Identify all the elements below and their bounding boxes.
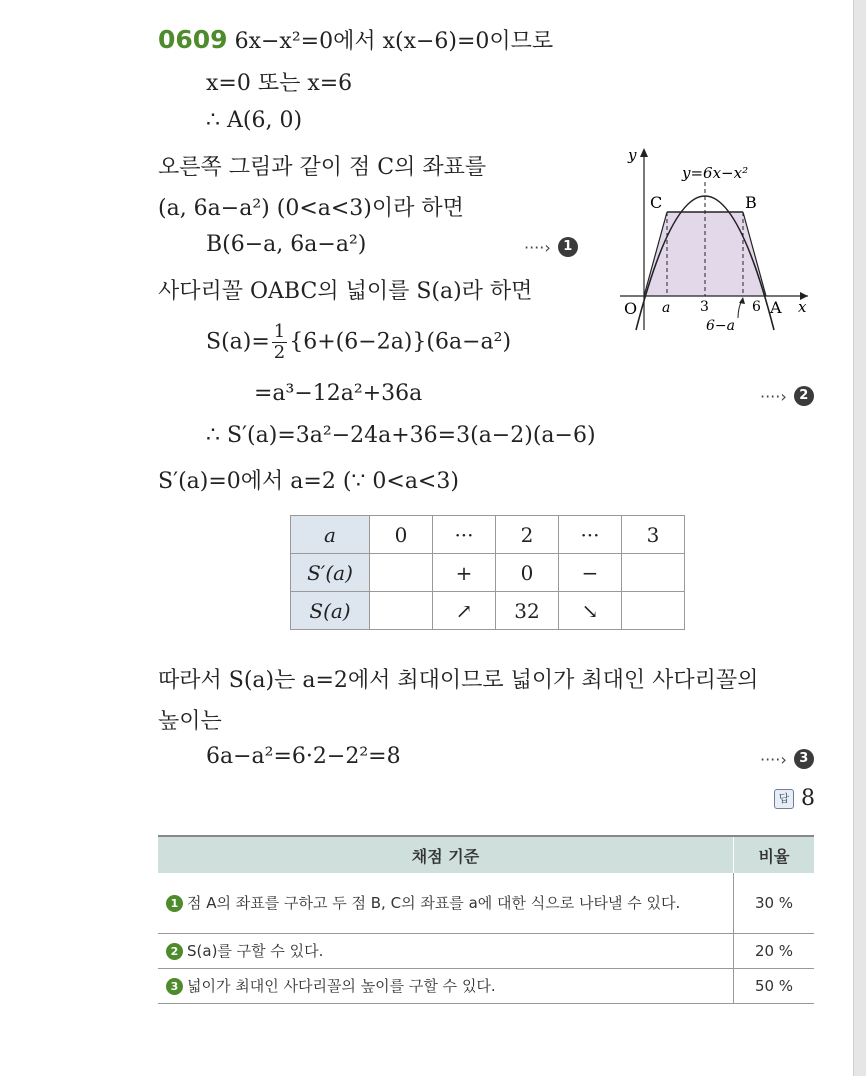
- ratio-cell: 30 %: [734, 873, 815, 934]
- answer-value: 8: [801, 786, 815, 811]
- table-cell: 3: [622, 516, 685, 554]
- point-a-label: A: [770, 298, 782, 317]
- y-axis-label: y: [628, 146, 637, 164]
- step-arrow: ····›: [524, 238, 551, 257]
- table-cell: 0: [496, 554, 559, 592]
- criteria-text: 점 A의 좌표를 구하고 두 점 B, C의 좌표를 a에 대한 식으로 나타낼 수 있다.: [187, 894, 681, 912]
- solution-line-7: 사다리꼴 OABC의 넓이를 S(a)라 하면: [158, 279, 533, 304]
- criteria-number: 3: [166, 978, 183, 995]
- curve-label: y=6x−x²: [682, 164, 749, 182]
- step-number-2: 2: [794, 386, 814, 406]
- solution-line-10: ∴ S′(a)=3a²−24a+36=3(a−2)(a−6): [206, 423, 596, 448]
- final-answer: [774, 786, 815, 811]
- table-row: [291, 592, 685, 630]
- problem-number: 0609: [158, 25, 228, 54]
- solution-line-9: =a³−12a²+36a: [254, 381, 423, 406]
- criteria-number: 2: [166, 943, 183, 960]
- criteria-text: 넓이가 최대인 사다리꼴의 높이를 구할 수 있다.: [187, 977, 496, 995]
- fraction-denominator: 2: [273, 342, 286, 363]
- origin-label: O: [624, 299, 638, 318]
- table-cell: [622, 592, 685, 630]
- solution-line-6: B(6−a, 6a−a²): [206, 232, 367, 257]
- y-axis-arrow-icon: [640, 148, 648, 157]
- step-mark-2: [760, 383, 814, 408]
- criteria-number: 1: [166, 895, 183, 912]
- line-8-lhs: S(a)=: [206, 329, 270, 355]
- x-axis-label: x: [798, 298, 807, 316]
- solution-line-1: [158, 24, 553, 55]
- criteria-cell: [158, 969, 734, 1004]
- table-header-cell: S′(a): [291, 554, 370, 592]
- solution-line-13: 높이는: [158, 709, 222, 734]
- fraction-half: [272, 322, 287, 363]
- step-arrow: ····›: [760, 387, 787, 406]
- pointer-arrowhead-icon: [739, 297, 745, 304]
- table-cell: ↗: [433, 592, 496, 630]
- solution-line-8: [206, 322, 511, 363]
- point-b-label: B: [745, 193, 757, 212]
- table-cell: 0: [370, 516, 433, 554]
- table-header-cell: a: [291, 516, 370, 554]
- line-1-text: 6x−x²=0에서 x(x−6)=0이므로: [234, 29, 554, 54]
- table-cell: [370, 592, 433, 630]
- step-mark-1: [524, 234, 578, 259]
- table-cell: ···: [433, 516, 496, 554]
- criteria-cell: [158, 934, 734, 969]
- criteria-header: 채점 기준: [158, 836, 734, 873]
- solution-line-5: (a, 6a−a²) (0<a<3)이라 하면: [158, 196, 464, 221]
- solution-line-12: 따라서 S(a)는 a=2에서 최대이므로 넓이가 최대인 사다리꼴의: [158, 668, 759, 693]
- fraction-numerator: 1: [273, 321, 286, 342]
- table-row: [291, 554, 685, 592]
- ratio-cell: 20 %: [734, 934, 815, 969]
- solution-line-2: x=0 또는 x=6: [206, 71, 353, 96]
- step-mark-3: [760, 746, 814, 771]
- ratio-header: 비율: [734, 836, 815, 873]
- ratio-cell: 50 %: [734, 969, 815, 1004]
- step-arrow: ····›: [760, 750, 787, 769]
- solution-line-4: 오른쪽 그림과 같이 점 C의 좌표를: [158, 155, 487, 180]
- parabola-graph: [600, 140, 820, 340]
- table-row: [291, 516, 685, 554]
- solution-line-14: 6a−a²=6·2−2²=8: [206, 744, 401, 769]
- scoring-criteria-table: [158, 835, 814, 1004]
- answer-icon: 답: [774, 789, 794, 809]
- line-8-rhs: {6+(6−2a)}(6a−a²): [289, 329, 512, 355]
- step-number-1: 1: [558, 237, 578, 257]
- table-cell: 32: [496, 592, 559, 630]
- table-cell: 2: [496, 516, 559, 554]
- table-row: [158, 836, 814, 873]
- tick-a-label: a: [662, 300, 671, 316]
- table-cell: [370, 554, 433, 592]
- criteria-cell: [158, 873, 734, 934]
- tick-6-minus-a-label: 6−a: [706, 318, 735, 334]
- step-number-3: 3: [794, 749, 814, 769]
- point-c-label: C: [650, 193, 663, 212]
- solution-line-11: S′(a)=0에서 a=2 (∵ 0<a<3): [158, 469, 459, 494]
- table-row: [158, 969, 814, 1004]
- table-row: [158, 934, 814, 969]
- criteria-text: S(a)를 구할 수 있다.: [187, 942, 324, 960]
- increase-decrease-table: [290, 515, 685, 630]
- page-edge: [853, 0, 866, 1076]
- table-cell: ↘: [559, 592, 622, 630]
- solution-line-3: ∴ A(6, 0): [206, 108, 303, 133]
- table-row: [158, 873, 814, 934]
- table-cell: +: [433, 554, 496, 592]
- table-cell: −: [559, 554, 622, 592]
- table-header-cell: S(a): [291, 592, 370, 630]
- table-cell: ···: [559, 516, 622, 554]
- table-cell: [622, 554, 685, 592]
- tick-6-label: 6: [752, 299, 761, 315]
- tick-3-label: 3: [700, 299, 709, 315]
